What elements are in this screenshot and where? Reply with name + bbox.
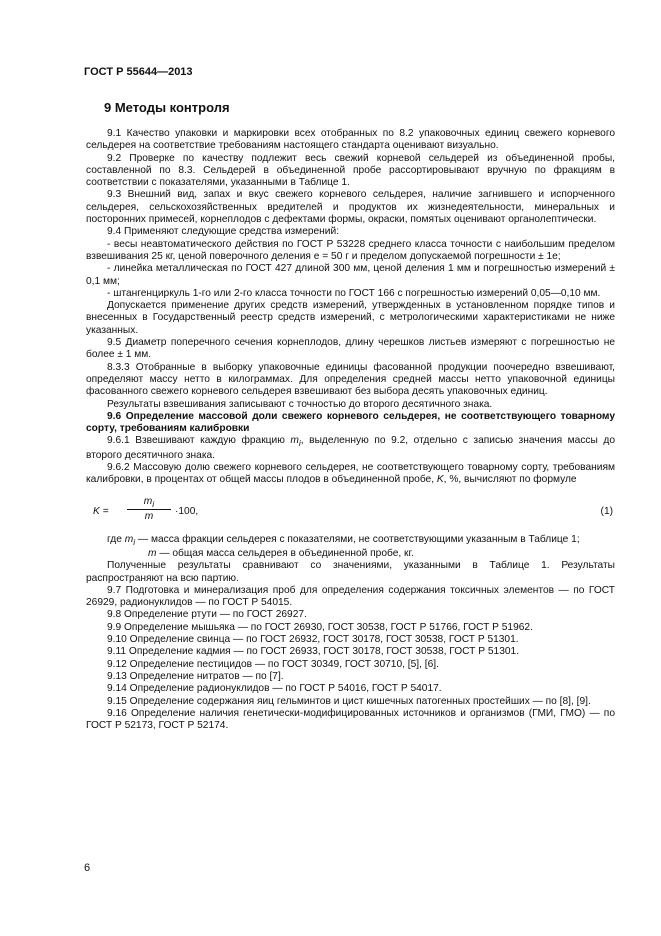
text-fragment: 9.6.2 Массовую долю свежего корневого сельдерея, не соответствующего товарному сорту, требованиям калибровки, в процентах от общей массы плодов в объединенной пробе, — [86, 462, 615, 486]
math-subscript: i — [133, 536, 136, 547]
math-variable: m — [143, 495, 153, 507]
text-fragment: — общая масса сельдерея в объединенной пробе, кг. — [156, 547, 414, 559]
paragraph-9-1: 9.1 Качество упаковки и маркировки всех отобранных по 8.2 упаковочных единиц свежего корневого сельдерея на соответствие требованиям настоящего стандарта оценивают визуально. — [86, 128, 615, 152]
paragraph-9-3: 9.3 Внешний вид, запах и вкус свежего корневого сельдерея, наличие загнившего и испорченного сельдерея, сельскохозяйственных вредителей и продуктов их жизнедеятельности, минеральных и посторонних примесей, корнеплодов с дефектами формы, окраски, помятых оценивают органолептически. — [86, 189, 615, 226]
formula-where-1 — [86, 534, 615, 548]
paragraph-results-compare: Полученные результаты сравнивают со значениями, указанными в Таблице 1. Результаты распространяют на всю партию. — [86, 560, 615, 584]
list-item-scales: - весы неавтоматического действия по ГОСТ Р 53228 среднего класса точности с наибольшим пределом взвешивания 25 кг, ценой поверочного деления е = 50 г и пределом допускаемой погрешности ± 1е; — [86, 238, 615, 262]
paragraph-9-15: 9.15 Определение содержания яиц гельминтов и цист кишечных патогенных простейших — по [8], [9]. — [107, 695, 591, 707]
paragraph-weighing-results: Результаты взвешивания записывают с точностью до второго десятичного знака. — [107, 398, 493, 410]
math-subscript: i — [152, 498, 155, 509]
math-variable: m — [290, 435, 299, 447]
paragraph-9-6-2 — [86, 462, 615, 487]
formula-where-2 — [86, 548, 615, 560]
formula-lhs: K = — [93, 505, 109, 517]
equation-number: (1) — [600, 505, 613, 517]
text-fragment: , выделенную по 9.2, отдельно с записью значения массы до второго десятичного знака. — [86, 435, 616, 461]
paragraph-9-7: 9.7 Подготовка и минерализация проб для определения содержания токсичных элементов — по ГОСТ 26929, радионуклидов — по ГОСТ Р 54015. — [86, 584, 615, 609]
paragraph-9-10: 9.10 Определение свинца — по ГОСТ 26932, ГОСТ 30178, ГОСТ 30538, ГОСТ Р 51301. — [107, 634, 519, 646]
paragraph-9-9: 9.9 Определение мышьяка — по ГОСТ 26930, ГОСТ 30538, ГОСТ Р 51766, ГОСТ Р 51962. — [107, 621, 533, 633]
math-variable: K — [436, 474, 444, 486]
paragraph-9-8: 9.8 Определение ртути — по ГОСТ 26927. — [107, 609, 307, 621]
document-header: ГОСТ Р 55644—2013 — [84, 66, 193, 78]
section-title: 9 Методы контроля — [104, 100, 230, 115]
formula-1 — [86, 496, 615, 526]
text-fragment: — масса фракции сельдерея с показателями, не соответствующими указанным в Таблице 1; — [135, 533, 580, 545]
paragraph-allowed-instruments: Допускается применение других средств измерений, утвержденных в установленном порядке типов и внесенных в Государственный реестр средств измерений, с метрологическими характеристиками не ниже указанных. — [86, 300, 615, 336]
text-fragment: где — [107, 533, 125, 545]
paragraph-9-6-1 — [86, 435, 615, 462]
fraction-bar — [127, 509, 171, 510]
subsection-title-9-6: 9.6 Определение массовой доли свежего корневого сельдерея, не соответствующего товарному сорту, требованиям калибровки — [86, 410, 615, 435]
page-number: 6 — [84, 862, 91, 874]
text-fragment: 9.6.1 Взвешивают каждую фракцию — [107, 435, 291, 447]
paragraph-9-5: 9.5 Диаметр поперечного сечения корнеплодов, длину черешков листьев измеряют с погрешностью не более ± 1 мм. — [86, 337, 615, 361]
page-body — [86, 100, 615, 732]
paragraph-9-13: 9.13 Определение нитратов — по [7]. — [107, 670, 284, 682]
formula-denominator: m — [144, 510, 154, 522]
paragraph-9-14: 9.14 Определение радионуклидов — по ГОСТ Р 54016, ГОСТ Р 54017. — [107, 683, 442, 695]
paragraph-9-16: 9.16 Определение наличия генетически-модифицированных источников и организмов (ГМИ, ГМО) — по ГОСТ Р 52173, ГОСТ Р 52174. — [86, 707, 615, 732]
paragraph-9-12: 9.12 Определение пестицидов — по ГОСТ 30349, ГОСТ 30710, [5], [6]. — [107, 658, 439, 670]
list-item-ruler: - линейка металлическая по ГОСТ 427 длиной 300 мм, ценой деления 1 мм и погрешностью измерений ± 0,1 мм; — [86, 263, 615, 287]
text-fragment: , %, вычисляют по формуле — [443, 474, 577, 486]
paragraph-9-2: 9.2 Проверке по качеству подлежит весь свежий корневой сельдерей из объединенной пробы, составленной по 8.3. Сельдерей в объединенной пробе рассортировывают вручную по фракциям в соответствии с показателями, указанными в Таблице 1. — [86, 152, 615, 189]
formula-numerator — [127, 496, 171, 508]
paragraph-9-4: 9.4 Применяют следующие средства измерений: — [107, 226, 340, 238]
math-variable: m — [148, 547, 157, 559]
formula-rhs: ·100, — [175, 505, 199, 517]
paragraph-9-11: 9.11 Определение кадмия — по ГОСТ 26933, ГОСТ 30178, ГОСТ 30538, ГОСТ Р 51301. — [107, 646, 520, 658]
math-subscript: i — [298, 438, 301, 449]
list-item-caliper: - штангенциркуль 1-го или 2-го класса точности по ГОСТ 166 с погрешностью измерений 0,05—0,10 мм. — [107, 287, 601, 299]
math-variable: m — [124, 533, 134, 545]
formula-fraction — [127, 496, 171, 523]
paragraph-8-3-3: 8.3.3 Отобранные в выборку упаковочные единицы фасованной продукции поочередно взвешивают, определяют массу нетто в килограммах. Для определения средней массы нетто упаковочной единицы фасованного свежего корневого сельдерея взвешивают без выбора десять упаковочных единиц. — [86, 361, 615, 398]
